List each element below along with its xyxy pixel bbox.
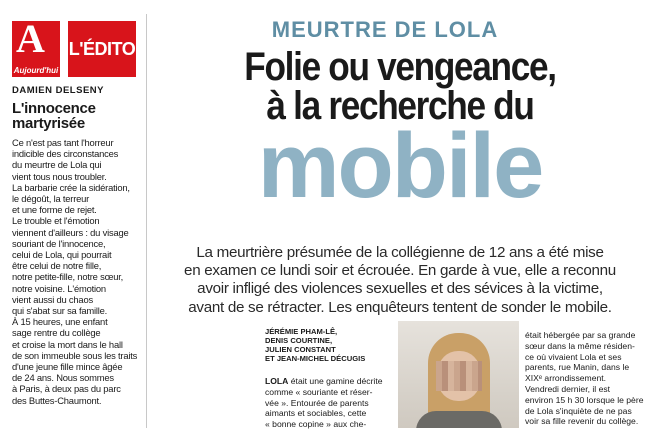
pixelated-face [436, 361, 482, 391]
standfirst-line: en examen ce lundi soir et écrouée. En garde à vue, elle a reconnu [184, 262, 616, 280]
article-column-2 [525, 330, 647, 427]
headline-line: Folie ou vengeance, [244, 45, 556, 89]
editorial-text-line: d'une jeune fille mince âgée [12, 361, 123, 373]
standfirst-line: avoir infligé des violences sexuelles et des sévices à la victime, [197, 280, 603, 298]
editorial-text-line: notre voisine. L'émotion [12, 282, 106, 294]
standfirst-line: La meurtrière présumée de la collégienne de 12 ans a été mise [196, 244, 604, 261]
logo-letter: A [16, 16, 45, 61]
editorial-text-line: de 24 ans. Nous sommes [12, 372, 114, 384]
editorial-text-line: de son immeuble sous les traits [12, 349, 138, 361]
article-text-line: était hébergée par sa grande [525, 330, 636, 340]
editorial-text-line: Ce n'est pas tant l'horreur [12, 137, 114, 148]
editorial-text-line: Le trouble et l'émotion [12, 215, 100, 227]
editorial-text-line: La barbarie crée la sidération, [12, 181, 130, 193]
victim-photo [398, 321, 519, 428]
section-label: L'ÉDITO [68, 21, 136, 77]
editorial-text-line: vient aussi du chaos [12, 293, 93, 305]
editorial-text-line: souriant de l'innocence, [12, 237, 106, 249]
article-text-line: Vendredi dernier, il est [525, 383, 611, 394]
editorial-text-line: qui s'abat sur sa famille. [12, 305, 108, 317]
headline-line: à la recherche du [266, 84, 534, 128]
article-text-line: XIXᵉ arrondissement. [525, 373, 607, 384]
editorial-title [12, 101, 138, 131]
article-text-line: aimants et sociables, cette [265, 408, 367, 419]
editorial-text-line: sage rentre du collège [12, 327, 101, 339]
editorial-text-line: être celui de notre fille, [12, 260, 102, 272]
editorial-text-line: vient tous nous troubler. [12, 170, 107, 182]
editorial-text-line: celui de Lola, qui pourrait [12, 249, 112, 261]
editorial-text-line: du meurtre de Lola qui [12, 159, 102, 171]
byline-line: JÉRÉMIE PHAM-LÊ, [265, 327, 338, 336]
editorial-text-line: le dégoût, la terreur [12, 193, 90, 205]
article-text-line: de Lola s'inquiète de ne pas [525, 405, 632, 416]
headline-big-word: mobile [257, 115, 543, 217]
article-text-line: sœur dans la même résiden- [525, 340, 635, 351]
editorial-text-line: À 15 heures, une enfant [12, 316, 108, 328]
editorial-text-line: et croise la mort dans le hall [12, 338, 123, 350]
article-text-line: « bonne copine » aux che- [265, 419, 367, 430]
editorial-author: DAMIEN DELSENY [12, 85, 104, 96]
editorial-body [12, 137, 138, 406]
article-text-line: ce où vivaient Lola et ses [525, 351, 622, 362]
logo-text: Aujourd'hui [13, 66, 59, 75]
article-text-line: environ 15 h 30 lorsque le père [525, 394, 644, 405]
editorial-text-line: à Paris, à deux pas du parc [12, 383, 121, 395]
kicker: MEURTRE DE LOLA [271, 17, 499, 42]
article-column-1 [265, 376, 391, 430]
editorial-title-line: martyrisée [12, 115, 85, 132]
editorial-text-line: notre petite-fille, notre sœur, [12, 271, 124, 283]
byline-line: DENIS COURTINE, [265, 336, 333, 345]
editorial-text-line: indicible des circonstances [12, 148, 119, 160]
article-standfirst [152, 244, 648, 317]
article-text-line: vée ». Entourée de parents [265, 397, 369, 408]
article-text-line: parents, rue Manin, dans le [525, 362, 630, 373]
byline-line: JULIEN CONSTANT [265, 345, 336, 354]
byline-line: ET JEAN-MICHEL DÉCUGIS [265, 354, 366, 363]
article-byline [265, 327, 365, 363]
article-text-line: comme « souriante et réser- [265, 386, 373, 397]
article-text-line: voir sa fille revenir du collège. [525, 416, 639, 427]
newspaper-logo [12, 16, 60, 77]
article-lead-word: LOLA [265, 376, 289, 386]
column-divider [146, 14, 147, 428]
article-text-line: était une gamine décrite [288, 376, 383, 386]
editorial-text-line: des Buttes-Chaumont. [12, 394, 102, 406]
standfirst-line: avant de se rétracter. Les enquêteurs tentent de sonder le mobile. [188, 298, 612, 316]
editorial-text-line: viennent d'ailleurs : du visage [12, 226, 129, 238]
editorial-text-line: et une forme de rejet. [12, 204, 97, 216]
editorial-title-line: L'innocence [12, 100, 96, 117]
